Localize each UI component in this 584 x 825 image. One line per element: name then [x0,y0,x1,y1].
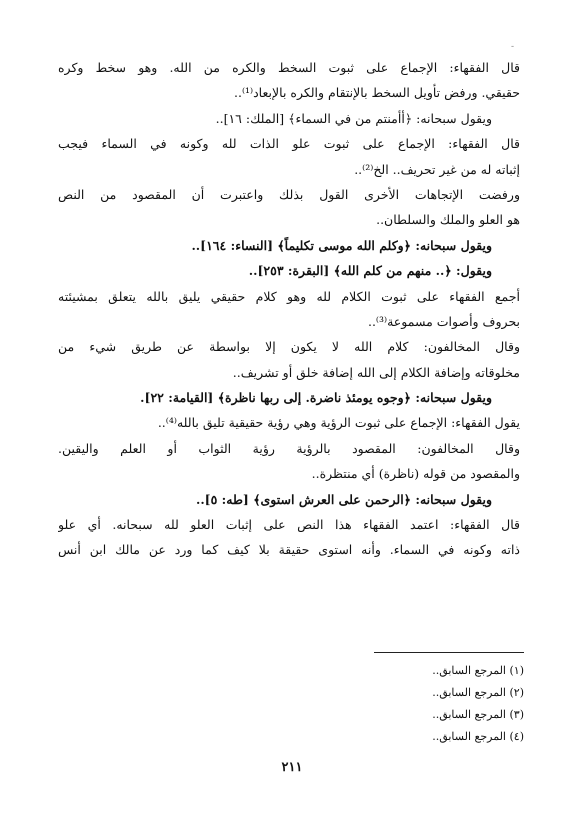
text-line: أجمع الفقهاء على ثبوت الكلام لله وهو كلام حقيقي يليق بالله يتعلق بمشيئته [58,288,520,304]
footnotes [224,660,524,748]
text-line: مخلوقاته وإضافة الكلام إلى الله إضافة خلق أو تشريف.. [232,364,520,380]
text-line: قال الفقهاء: اعتمد الفقهاء هذا النص على إثبات العلو لله سبحانه. أي علو [58,517,520,533]
footnote-item: (٤) المرجع السابق.. [432,730,524,743]
text-line: إثباته له من غير تحريف.. الخ⁽²⁾.. [354,161,520,177]
text-line: قال الفقهاء: الإجماع على ثبوت علو الذات لله وكونه في السماء فيجب [58,136,520,152]
text-line: حقيقي. ورفض تأويل السخط بالإنتقام والكره بالإبعاد⁽¹⁾.. [234,85,520,101]
body-text [58,55,520,563]
text-line: والمقصود من قوله (ناظرة) أي منتظرة.. [311,466,520,482]
quran-verse-line: ويقول سبحانه: ﴿الرحمن على العرش استوى﴾ [طه: ٥].. [195,491,492,507]
text-line: يقول الفقهاء: الإجماع على ثبوت الرؤية وهي رؤية حقيقية تليق بالله⁽⁴⁾.. [157,415,520,431]
text-line: ذاته وكونه في السماء. وأنه استوى حقيقة بلا كيف كما ورد عن مالك ابن أنس [58,542,520,558]
quran-verse-line: ويقول سبحانه: ﴿وكلم الله موسى تكليماً﴾ [النساء: ١٦٤].. [191,237,492,253]
corner-mark: - [510,42,514,52]
footnote-item: (١) المرجع السابق.. [432,664,524,677]
footnote-divider [374,652,524,653]
text-line: ورفضت الإتجاهات الأخرى القول بذلك واعتبرت أن المقصود من النص [58,186,520,202]
quran-verse-line: ويقول: ﴿.. منهم من كلم الله﴾ [البقرة: ٢٥٣].. [248,263,492,279]
footnote-item: (٢) المرجع السابق.. [432,686,524,699]
page-number: ٢١١ [281,760,303,775]
text-line: بحروف وأصوات مسموعة⁽³⁾.. [367,313,520,329]
text-line: وقال المخالفون: المقصود بالرؤية رؤية الثواب أو العلم واليقين. [58,440,520,456]
footnote-item: (٣) المرجع السابق.. [432,708,524,721]
text-line: قال الفقهاء: الإجماع على ثبوت السخط والكره من الله. وهو سخط وكره [58,60,520,75]
quran-verse-line: ويقول سبحانه: ﴿وجوه يومئذ ناضرة. إلى ربها ناظرة﴾ [القيامة: ٢٢]. [140,390,492,406]
text-line: وقال المخالفون: كلام الله لا يكون إلا بواسطة عن طريق شيء من [58,339,520,355]
quran-verse-line: ويقول سبحانه: ﴿أأمنتم من في السماء﴾ [الملك: ١٦].. [215,110,492,126]
text-line: هو العلو والملك والسلطان.. [376,212,520,228]
